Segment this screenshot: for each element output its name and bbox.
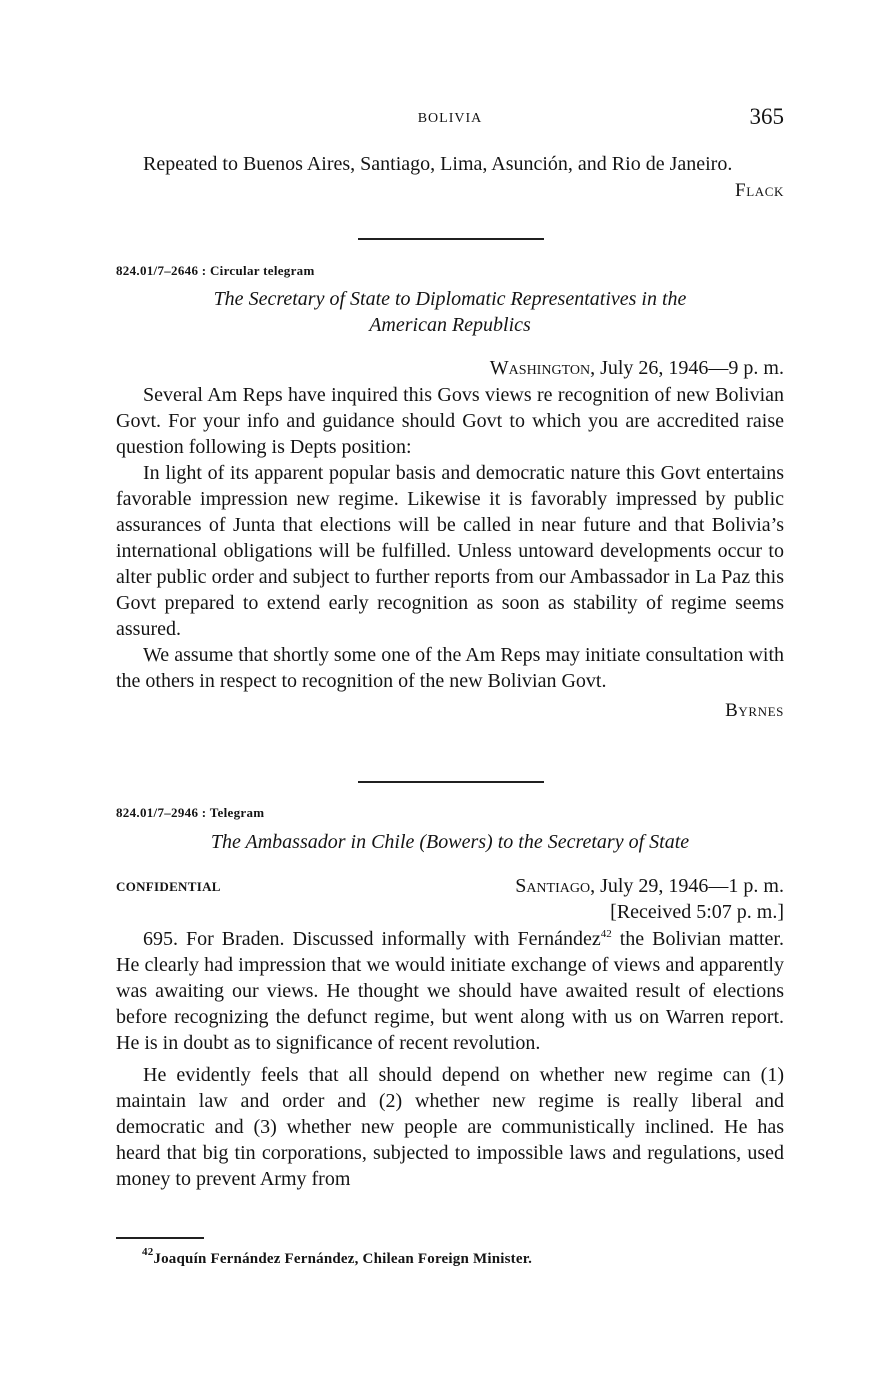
running-title: BOLIVIA [417,111,483,126]
paragraph-text: 695. For Braden. Discussed informally with Fernández [143,928,601,950]
footnote-text: Joaquín Fernández Fernández, Chilean Foreign Minister. [153,1251,533,1267]
paragraph: In light of its apparent popular basis and democratic nature this Govt entertains favorable impression new regime. Likewise it is favorably impressed by public assurances of Junta that elections will be called in near future and that Bolivia’s international obligations will be fulfilled. Unless untoward developments occur to alter public order and subject to further reports from our Ambassador in La Paz this Govt prepared to extend early recognition as soon as stability of regime seems assured. [116,462,784,640]
file-reference: 824.01/7–2946 : Telegram [116,805,265,820]
document-heading: The Ambassador in Chile (Bowers) to the Secretary of State [210,831,690,853]
dateline-date: , July 26, 1946—9 p. m. [590,357,784,379]
paragraph: He evidently feels that all should depend on whether new regime can (1) maintain law and order and (2) whether new regime is really liberal and democratic and (3) whether new people are communistically inclined. He has heard that big tin corporations, subjected to impossible laws and regulations, used money to prevent Army from [116,1064,784,1190]
running-head [116,104,784,134]
paragraph: Several Am Reps have inquired this Govs views re recognition of new Bolivian Govt. For your info and guidance should Govt to which you are accredited raise question following is Depts position: [116,384,784,458]
page-number: 365 [749,104,784,129]
footnote-marker: 42 [142,1246,154,1258]
paragraph-text: the Bolivian matter. He clearly had impression that we would initiate exchange of views and apparently was awaiting our views. He thought we should have awaited result of elections before recognizing the defunct regime, but went along with us on Warren report. He is in doubt as to significance of recent revolution. [116,928,784,1054]
previous-telegram-end [116,151,784,204]
paragraph [116,926,784,1056]
paragraph: We assume that shortly some one of the Am Reps may initiate consultation with the others in respect to recognition of the new Bolivian Govt. [116,644,784,692]
classification-label: CONFIDENTIAL [116,879,221,894]
footnote-divider [116,1237,204,1239]
received-note: [Received 5:07 p. m.] [610,901,784,923]
section-divider [358,781,544,783]
dateline [116,873,784,899]
dateline-place: Santiago [515,875,591,897]
signature-byrnes: Byrnes [725,700,784,721]
dateline-place: Washington [489,357,591,379]
dateline-date: , July 29, 1946—1 p. m. [590,875,784,897]
section-divider [358,238,544,240]
document-heading [116,286,784,338]
dateline [116,355,784,381]
footnote [116,1246,810,1269]
footnote-reference: 42 [600,928,612,940]
file-reference: 824.01/7–2646 : Circular telegram [116,263,315,278]
telegram-body [116,382,784,724]
repeated-paragraph: Repeated to Buenos Aires, Santiago, Lima, Asunción, and Rio de Janeiro. [143,153,733,175]
heading-line-2: American Republics [369,314,531,336]
telegram-body [116,926,784,1192]
heading-line-1: The Secretary of State to Diplomatic Representatives in the [213,288,687,310]
signature-flack: Flack [735,180,784,201]
